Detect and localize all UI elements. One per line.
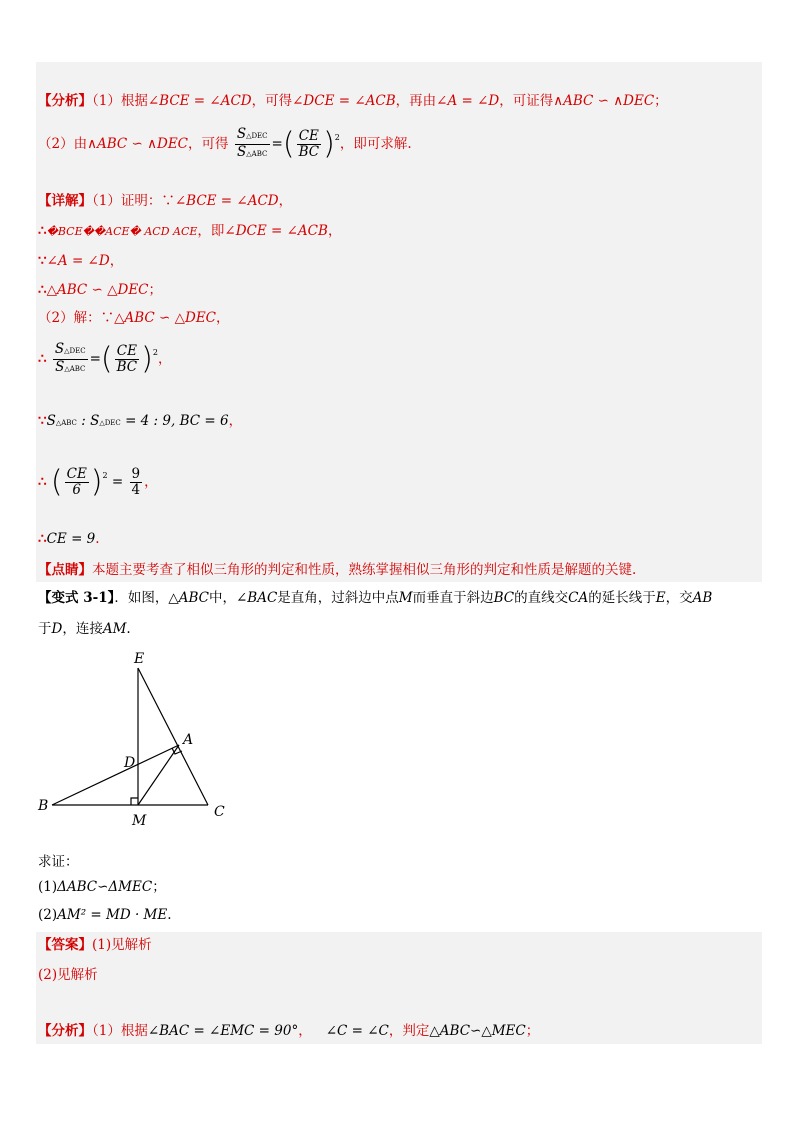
equation: CE = 9 — [46, 531, 96, 547]
geometry-figure — [30, 648, 250, 833]
side-ratio-fraction — [297, 129, 322, 160]
text: ， — [144, 474, 158, 490]
side-ratio-fraction — [115, 344, 140, 375]
equation: ∧ABC ∽ ∧DEC — [87, 136, 189, 152]
text: ， — [228, 413, 243, 429]
text: = 4 : 9, BC = 6 — [120, 413, 229, 429]
text: ，连接 — [62, 621, 103, 637]
text: ， — [157, 351, 172, 367]
text: 4 — [131, 482, 141, 498]
text: ，即可求解. — [339, 136, 412, 152]
text: ， — [327, 223, 342, 239]
text: ； — [152, 879, 166, 895]
label-A: A — [183, 732, 194, 748]
equation: ∠BAC — [235, 590, 278, 606]
text: ； — [654, 93, 668, 109]
text: . — [167, 907, 172, 923]
text: ，判定 — [388, 1023, 430, 1039]
text: 而垂直于斜边 — [412, 590, 494, 606]
analysis-line-1 — [38, 92, 668, 110]
text: ．如图， — [114, 590, 169, 606]
prove-item-1 — [38, 878, 166, 896]
text: ，再由 — [395, 93, 437, 109]
equation: ∠BCE = ∠ACD — [174, 193, 279, 209]
text: = — [107, 474, 128, 490]
text: . — [126, 621, 131, 637]
text: (1)见解析 — [92, 937, 152, 953]
detail-line-2 — [38, 222, 341, 241]
equation: AB — [692, 590, 713, 606]
text: ，可得 — [251, 93, 293, 109]
equation: AM — [102, 621, 127, 637]
equation: ∠DCE = ∠ACB — [224, 223, 328, 239]
equation: ∠BCE = ∠ACD — [147, 93, 252, 109]
detail-line-1 — [38, 192, 292, 210]
therefore-symbol: ∴ — [38, 351, 47, 367]
text: 的延长线于 — [588, 590, 656, 606]
text: 是直角，过斜边中点 — [277, 590, 399, 606]
because-symbol: ∵ — [38, 253, 47, 269]
text: ； — [148, 282, 163, 298]
detail-tag: 【详解】 — [38, 193, 92, 209]
text: . — [95, 531, 100, 547]
problem-line-2 — [38, 620, 131, 638]
equation: △ABC ∽ △DEC — [114, 310, 217, 326]
comment-line — [38, 561, 636, 579]
therefore-symbol: ∴ — [38, 474, 47, 490]
analysis-tag: 【分析】 — [38, 93, 92, 109]
text: S — [54, 341, 65, 357]
analysis-line-2: （2）由∧ABC ∽ ∧DEC，可得 $\frac{\text{S△DEC}}{\text{S△ABC}}$ =( $\frac{CE}{BC}$ )$^2$，即可求解. — [38, 126, 412, 162]
text: △ABC — [246, 150, 268, 158]
answer-line-2: (2)见解析 — [38, 967, 98, 983]
text: S — [237, 144, 247, 160]
prove-title: 求证： — [38, 854, 79, 870]
problem-line-1 — [38, 589, 712, 607]
text: BC — [116, 359, 138, 375]
prove-item-2 — [38, 906, 172, 924]
comment-tag: 【点睛】 — [38, 562, 92, 578]
text: 6 — [72, 482, 81, 498]
detail-line-9 — [38, 530, 100, 548]
text: ， — [278, 193, 293, 209]
text: CE — [66, 466, 87, 482]
text: : — [76, 413, 91, 429]
text: ， — [298, 1023, 312, 1039]
equation: △ABC — [168, 590, 209, 606]
segment-EC — [138, 668, 208, 805]
text: ， — [109, 253, 124, 269]
equation — [47, 413, 229, 429]
label-B: B — [38, 798, 49, 814]
equation: BC — [493, 590, 515, 606]
analysis-tag: 【分析】 — [38, 1023, 92, 1039]
detail-line-3 — [38, 252, 123, 270]
comment-text: 本题主要考查了相似三角形的判定和性质，熟练掌握相似三角形的判定和性质是解题的关键. — [92, 562, 637, 578]
equation: ∠A = ∠D — [46, 253, 110, 269]
text: S — [90, 413, 100, 429]
area-ratio-fraction — [235, 127, 270, 162]
therefore-symbol: ∴ — [38, 282, 47, 298]
equation: E — [655, 590, 666, 606]
text: （1）根据 — [92, 1023, 148, 1039]
label-D: D — [124, 755, 136, 771]
answer-tag: 【答案】 — [38, 937, 92, 953]
text: (1) — [38, 879, 58, 895]
area-ratio-fraction — [53, 342, 88, 377]
because-symbol: ∵ — [38, 413, 47, 429]
equation: ∠C = ∠C — [325, 1023, 389, 1039]
detail-line-6: ∴ $\frac{\text{S△DEC}}{\text{S△ABC}}$ =( $\frac{CE}{BC}$ )$^2$， — [38, 341, 172, 377]
label-E: E — [134, 651, 145, 667]
detail-line-4 — [38, 281, 162, 299]
therefore-symbol: ∴ — [38, 531, 47, 547]
text: S — [46, 413, 56, 429]
text: △DEC — [64, 347, 86, 355]
equation: △ABC∽△MEC — [429, 1023, 526, 1039]
text: ， — [216, 310, 230, 326]
therefore-symbol: ∴ — [38, 223, 47, 239]
text: S — [55, 359, 65, 375]
detail-line-8: ∴ ( $\frac{CE}{6}$ )$^2$ = $\frac{9}{4}$ ， — [38, 464, 158, 500]
segment-BA — [52, 745, 179, 805]
equation: AM² = MD · ME — [57, 907, 168, 923]
analysis-2-line — [38, 1022, 539, 1040]
label-M: M — [132, 813, 147, 829]
equation: ΔABC∽ΔMEC — [57, 879, 153, 895]
text: ，即 — [197, 223, 225, 239]
text: △DEC — [246, 132, 268, 140]
text: （1）根据 — [92, 93, 148, 109]
equation: ∠DCE = ∠ACB — [292, 93, 396, 109]
text: ，可证得 — [499, 93, 554, 109]
equation: D — [51, 621, 63, 637]
text: （2）由 — [38, 136, 88, 152]
text: CE — [115, 344, 140, 360]
text: ，交 — [665, 590, 693, 606]
text: △DEC — [99, 419, 121, 427]
text: 的直线交 — [514, 590, 569, 606]
text: △ABC — [55, 419, 77, 427]
right-angle-mark-M — [131, 798, 138, 805]
text: 9 — [131, 466, 141, 482]
equation: △ABC ∽ △DEC — [46, 282, 149, 298]
text: （2）解：∵ — [38, 310, 115, 326]
equation: CA — [568, 590, 589, 606]
text: ； — [525, 1023, 540, 1039]
text: ，可得 — [188, 136, 229, 152]
equation: ∧ABC ∽ ∧DEC — [553, 93, 655, 109]
text: 中， — [208, 590, 236, 606]
text: (2) — [38, 907, 58, 923]
problem-tag: 【变式 3-1】 — [38, 590, 115, 606]
answer-line-1 — [38, 936, 152, 954]
text: （1）证明：∵ — [92, 193, 175, 209]
equation: ∠A = ∠D — [436, 93, 500, 109]
ce-over-6-fraction — [65, 467, 89, 498]
text: BC — [298, 144, 320, 160]
text: 于 — [38, 621, 52, 637]
segment-MA — [138, 745, 179, 805]
text: CE — [297, 129, 322, 145]
detail-line-7 — [38, 412, 242, 432]
nine-fourths-fraction — [130, 467, 143, 498]
label-C: C — [214, 804, 225, 820]
text: △ABC — [64, 365, 86, 373]
detail-line-5 — [38, 309, 230, 327]
equation: ∠BAC = ∠EMC = 90° — [147, 1023, 299, 1039]
equation: M — [398, 590, 413, 606]
text: S — [236, 126, 247, 142]
garbled-equation: �BCE��ACE� ACD ACE — [46, 225, 198, 238]
